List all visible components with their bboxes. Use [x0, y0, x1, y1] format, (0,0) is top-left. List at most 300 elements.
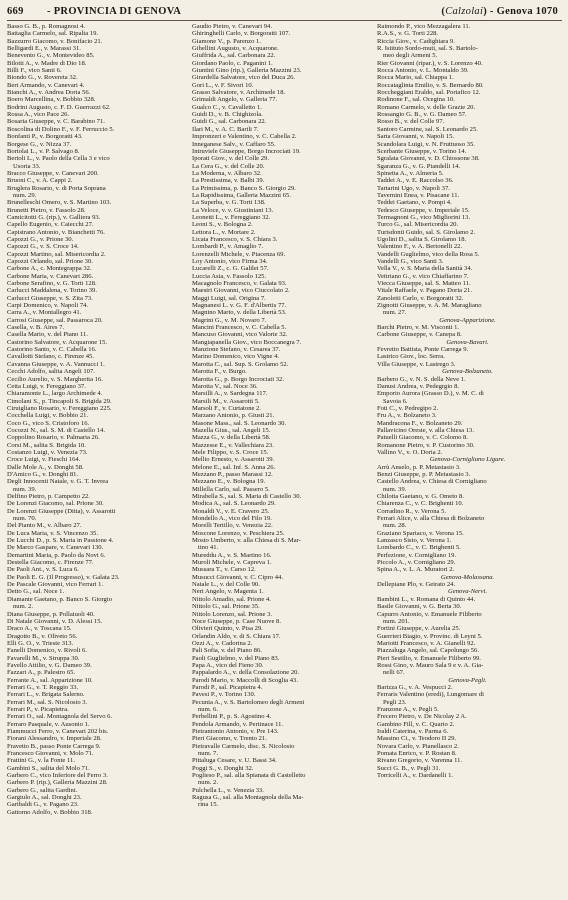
listing-entry: Basile Giovanni, v. G. Berta 30.: [377, 603, 462, 611]
listing-entry: Di Natale Giovanni, v. D. Alessi 15.: [7, 617, 103, 625]
listing-entry: Del Pianto M., v. Albaro 27.: [7, 522, 82, 530]
listing-entry: Garibaldi G., v. Pagano 23.: [7, 801, 79, 809]
listing-entry: Ferraro Pasquale, v. Ausonio 1.: [7, 720, 90, 728]
listing-entry: Frecero Pietro, v. De Nicolay 2 A.: [377, 713, 467, 721]
listing-entry: Mezzano P., passo Marassi 12.: [192, 470, 273, 478]
listing-entry: Lucarelli Z., c. G. Galilei 57.: [192, 265, 269, 273]
listing-entry: Ferrari M., sal. S. Nicolosio 3.: [7, 698, 88, 706]
listing-entry: Corradino R., v. Verona 5.: [377, 507, 447, 515]
listing-entry: Nittolo Amadio, sal. Prione 4.: [192, 595, 271, 603]
listing-entry: Bortolai L., v. P. Salvago 8.: [7, 147, 80, 155]
listing-entry: Grasso Salvatore, v. Archimede 18.: [192, 89, 286, 97]
listing-entry: Raimondo P., vico Mezzagalera 11.: [377, 23, 471, 30]
listing-entry: Favello Attilio, v. G. Dameo 39.: [7, 661, 92, 669]
listing-entry: Cimolani S., p. Tincapoli S. Brigida 29.: [7, 397, 112, 405]
listing-entry: Inneganese Salv., v. Caffaro 55.: [192, 140, 276, 148]
listing-entry: Spina A., v. L. A. Muratori 2.: [377, 566, 455, 574]
listing-entry: Magnino Mario, v. della Libertà 53.: [192, 309, 287, 317]
listing-entry: Turisdonti Guido, sal. S. Girolamo 2.: [377, 228, 476, 236]
listing-entry: Gattorno Adolfo, v. Bobbio 318.: [7, 808, 93, 816]
listing-entry: Favarelli M., v. Struppa 30.: [7, 654, 80, 662]
listing-entry: Nittolo Lorenzo, sal. Prione 3.: [192, 610, 273, 618]
listing-entry: Bosaria Giuseppe, v. C. Barabino 71.: [7, 118, 105, 126]
listing-entry: Torricelli A., v. Dardanelli 1.: [377, 772, 454, 780]
listing-entry: Ferrari Alice, v. alla Chiesa di Bolzaneto: [377, 515, 485, 523]
listing-entry: Ferrari O., sal. Montagnola del Servo 6.: [7, 713, 113, 721]
listing-entry: Fru A., v. Bolzaneto 3.: [377, 412, 437, 420]
listing-entry: Chilotta Gaetano, v. G. Ometo 8.: [377, 493, 464, 500]
listing-entry: Pulchella L., v. Venezia 33.: [192, 786, 264, 794]
listing-entry: Spinetta A., v. Almeria 5.: [377, 169, 444, 177]
listing-entry: Gualco C., v. Cavalletto 1.: [192, 103, 262, 111]
listing-entry: Francesco Giovanni, v. Molo 71.: [7, 750, 94, 758]
listing-entry: Modica A., sal. S. Leonardo 29.: [192, 500, 276, 508]
listing-entry: Carlucci Giuseppe, v. S. Zita 73.: [7, 294, 93, 302]
listing-entry: Delfino Pietro, p. Campetto 22.: [7, 493, 90, 500]
listing-entry: Piazzaluga Angelo, sal. Capolungo 56.: [377, 647, 479, 655]
listing-entry: Lastrico Giov., loc. Serra.: [377, 353, 445, 361]
listing-entry: Mondello A., vico del Filo 19.: [192, 515, 272, 523]
listing-entry: Biondo G., v. Rovereta 32.: [7, 74, 78, 82]
listing-entry: Foti C., v. Pedregipo 2.: [377, 404, 439, 412]
listing-column-3: [377, 23, 558, 816]
listing-entry: Bert Armando, v. Canevari 4.: [7, 81, 85, 89]
listing-entry: Riccia Giov., v. Cadighiara 9.: [377, 37, 455, 45]
listing-entry: num. 28.: [383, 522, 407, 530]
listing-entry: Moscone Lorenzo, v. Peschiera 25.: [192, 529, 285, 537]
section-heading: Genova-Nervi.: [448, 588, 487, 596]
listing-entry: Cavanna Giuseppe, v. A. Vannucci 1.: [7, 360, 105, 368]
listing-entry: Mosto Umberto, v. alla Chiesa di S. Mar-: [192, 537, 301, 545]
listing-entry: Brunetti Pietro, v. Fassolo 28.: [7, 206, 86, 214]
listing-entry: Pavesi P., v. Torino 130.: [192, 691, 256, 699]
listing-entry: Pieri Giacomo, v. Trento 21.: [192, 735, 267, 743]
listing-entry: Cecilio Aurelio, v. S. Margherita 16.: [7, 375, 103, 383]
listing-entry: La Primissima, p. Banco S. Giorgio 29.: [192, 184, 296, 192]
listing-entry: Teddei Gaetano, v. Pompi 4.: [377, 199, 452, 207]
listing-entry: Roccataglinta Emilio, v. S. Bernardo 80.: [377, 81, 484, 89]
listing-entry: Boero Marcellina, v. Bobbio 328.: [7, 96, 96, 104]
listing-entry: Giuntini Gino (rip.), Galleria Mazzini 23.: [192, 67, 302, 75]
listing-entry: Coppolino Rosario, v. Palmaria 26.: [7, 434, 100, 442]
listing-entry: Corsi M., salita S. Brigida 10.: [7, 441, 86, 449]
page-title: - PROVINCIA DI GENOVA: [47, 6, 182, 17]
listing-entry: De Lucchi D., p. S. Maria in Passione 4.: [7, 537, 114, 545]
listing-entry: Danusi Andrea, v. Pedegrgio 8.: [377, 382, 460, 390]
section-heading: Genova-Apparizione.: [439, 316, 496, 324]
listing-entry: Zignotti Giuseppe, v. A. M. Maragliano: [377, 302, 482, 310]
listing-entry: Ferrante A., sal. Apparizione 10.: [7, 676, 93, 684]
listing-entry: Ferrari P., v. Picapietra.: [7, 705, 69, 713]
listing-entry: Gibellini Augusto, v. Acquarone.: [192, 45, 279, 53]
listing-entry: Valentino F., v. A. Bertonelli 22.: [377, 243, 463, 251]
listing-entry: Marotta F., v. Burgo.: [192, 368, 247, 376]
listing-entry: Pendola Armando, v. Pertinace 11.: [192, 720, 284, 728]
listing-entry: Pappalardo A., v. della Consolazione 20.: [192, 669, 300, 677]
listing-entry: Tedesco Giuseppe, v. Imperiale 15.: [377, 206, 470, 214]
listing-entry: num. 6.: [198, 705, 218, 713]
listing-entry: Viecca Giuseppe, sal. S. Matteo 11.: [377, 280, 471, 288]
listing-entry: Belligardi E., v. Marassi 31.: [7, 45, 81, 53]
listing-entry: Rocca Mario, sal. Chiappa 1.: [377, 74, 454, 82]
listing-entry: Magnanesi L. v. G. F. d'Albertis 77.: [192, 302, 287, 310]
listing-entry: num. 2.: [13, 603, 33, 611]
listing-entry: Ferrari L., v. Brigata Salerno.: [7, 691, 85, 699]
listing-entry: Pegli 23.: [383, 698, 407, 706]
listing-entry: Gaudio Pietro, v. Canevari 94.: [192, 23, 272, 30]
listing-entry: Noce Giuseppe, p. Case Nuove 8.: [192, 617, 281, 625]
listing-entry: Neri Angelo, v. Magenta 1.: [192, 588, 264, 596]
listing-entry: Vettriano G., v. vico Chiaffarino 7.: [377, 272, 469, 280]
listing-entry: Marsilli A., v. Sardegna 117.: [192, 390, 268, 398]
listing-entry: Sgaranza G., v. G. Piandelli 14.: [377, 162, 461, 170]
listing-entry: La Moderna, v. Albaro 32.: [192, 169, 262, 177]
listing-entry: Carbone Maria, v. Canevari 286.: [7, 272, 94, 280]
listing-entry: Taddei A., v. E. Raccolso 36.: [377, 177, 454, 185]
listing-entry: Coco G., vico S. Cristoforo 16.: [7, 419, 90, 427]
listing-entry: Loy Antonio, vico Firma 34.: [192, 258, 268, 265]
listing-entry: Poglieso P., sal. alla Spianata di Castelletto: [192, 772, 306, 780]
listing-entry: De Lorenzi Giuseppe (Ditta), v. Assarotti: [7, 507, 116, 515]
listing-entry: Chiarenza C., v. C. Brighenti 10.: [377, 500, 464, 508]
listing-entry: Fanelli Domenico, v. Rivoli 6.: [7, 647, 87, 655]
listing-entry: Macagnolo Francesco, v. Galata 93.: [192, 280, 287, 288]
listing-entry: Termagnoni G., vico Migliorini 13.: [377, 213, 471, 221]
listing-entry: Succi G. B., v. Pegli 31.: [377, 764, 441, 772]
listing-entry: Usoria 33.: [13, 162, 41, 170]
listing-entry: num. 39.: [383, 485, 407, 493]
listing-entry: Morelli Tertillo, v. Venezia 22.: [192, 522, 273, 530]
listing-entry: Ciruigliano Rosario, v. Fereggiano 225.: [7, 404, 112, 412]
listing-entry: Pittaluga Cesare, v. U. Bassi 34.: [192, 757, 277, 765]
section-heading: Genova-Bolzaneto.: [442, 368, 493, 376]
listing-entry: Giordano Paolo, c. Paganini 1.: [192, 59, 273, 67]
listing-entry: Mele Filippo, v. S. Croce 15.: [192, 448, 269, 456]
listing-entry: Vitale Raffaele, v. Pagano Doria 21.: [377, 287, 472, 295]
listing-entry: Muroli Michele, v. Capreva 1.: [192, 559, 272, 567]
listing-entry: Perbellini P., p. S. Agostino 4.: [192, 713, 272, 721]
section-heading: Genova-Molassana.: [440, 573, 495, 581]
listing-entry: Billi F., vico Santi 6.: [7, 67, 62, 75]
listing-entry: Giamone V., p. Parenzo 1.: [192, 37, 261, 45]
listing-entry: Zanoletti Carlo, v. Borgoratti 32.: [377, 294, 464, 302]
listing-entry: Grimaldi Angelo, v. Galleria 77.: [192, 96, 278, 104]
listing-entry: La Cera G., v. del Colle 20.: [192, 162, 265, 170]
listing-entry: Ghiringhelli Carlo, v. Borgoratti 107.: [192, 30, 291, 38]
listing-entry: Marsili M., v. Assarotti 5.: [192, 397, 260, 405]
listing-entry: Licata Francesco, v. S. Chiara 3.: [192, 235, 278, 243]
listing-entry: Pietrantonio Antonio, v. Pre 143.: [192, 728, 279, 735]
listing-entry: Lettora L., v. Mortare 2.: [192, 228, 256, 236]
listing-entry: Vella V., v. S. Maria della Sanità 34.: [377, 265, 473, 273]
listing-entry: Pallavicino Oreste, v. alla Chiesa 13.: [377, 426, 474, 434]
listing-entry: Savoia 6.: [383, 397, 408, 405]
listing-entry: Carbone Giuseppe, v. Canepa 8.: [377, 331, 462, 339]
listing-entry: Lombardo C., v. C. Brighenti 5.: [377, 544, 461, 552]
listing-entry: Frattini G., v. la Fonte 11.: [7, 757, 76, 765]
listing-entry: tino 41.: [198, 544, 219, 552]
listing-entry: Barbero G., v. N. S. della Neve 1.: [377, 375, 466, 383]
running-title: (Calzolai) - Genova 1070: [441, 6, 558, 17]
listing-entry: Castorino Santo, v. C. Cabella 16.: [7, 346, 97, 354]
listing-entry: Maggi Luigi, sal. Origina 7.: [192, 294, 266, 302]
listing-entry: Mezzano E., v. Bologna 19.: [192, 478, 266, 486]
listing-entry: Masone Mass., sal. S. Leonardo 30.: [192, 419, 287, 427]
listing-entry: Rodinone F., sal. Ocegina 10.: [377, 96, 455, 104]
listing-entry: Benzi Giuseppe, p. P. Metastasio 3.: [377, 470, 471, 478]
listing-entry: Bazzurro Giacomo, v. Bonifacio 21.: [7, 37, 103, 45]
listing-entry: Benevento G., v. Montevideo 85.: [7, 52, 95, 60]
listing-entry: Fiammucci Ferro, v. Canevari 202 bis.: [7, 728, 109, 735]
listing-entry: Draco A., v. Toscana 15.: [7, 625, 72, 633]
listing-entry: num. 2.: [198, 779, 218, 787]
listing-entry: De Lorenzi Giacomo, sal. Prione 30.: [7, 500, 104, 508]
listing-entry: Lorenzelli Michele, v. Piacenza 69.: [192, 250, 286, 258]
listing-entry: Castello Andrea, v. Chiesa di Cornigliano: [377, 478, 487, 486]
listing-entry: Franzone A., v. Pegli 5.: [377, 705, 439, 713]
listing-entry: Bodrini Augusto, c. F. D. Guerrazzi 62.: [7, 103, 111, 111]
listing-entry: Bianchi A., v. Andrea Doria 56.: [7, 89, 91, 97]
listing-entry: Capurro Antonio, v. Emanuele Filiberto: [377, 610, 482, 618]
listing-entry: Cocchella Luigi, v. Bobbio 21.: [7, 412, 89, 420]
listing-entry: Millella Carlo, sal. Passero 5.: [192, 485, 270, 493]
listing-entry: meo degli Armeni 5.: [383, 52, 438, 60]
listing-entry: Rosso B., v. del Colle 97.: [377, 118, 445, 126]
listing-entry: Carra A., v. Montallegro 41.: [7, 309, 82, 317]
listing-entry: Turco G., sal. Misericordia 20.: [377, 221, 459, 229]
listing-entry: Barizza G., v. A. Vespucci 2.: [377, 683, 453, 691]
listing-entry: num. 7.: [198, 750, 218, 758]
listing-entry: Ragusa G., sal. alla Montagnola della Ma-: [192, 794, 304, 802]
listing-entry: Pomata Enrico, v. P. Rostan 8.: [377, 750, 457, 758]
category-name: Calzolai: [445, 6, 484, 17]
listing-entry: Mazella Gius., sal. Angeli 15.: [192, 426, 271, 434]
listing-entry: Nittolo G., sal. Prione 35.: [192, 603, 260, 611]
listing-entry: Capello Eugenio, v. Caiecchi 27.: [7, 221, 94, 229]
listing-entry: Parodi P., sal. Picapietra 4.: [192, 683, 263, 691]
listing-entry: De Paoli E. G. (Il Progresso), v. Galata 23.: [7, 573, 120, 581]
listing-entry: Marsoli F., v. Curtatone 2.: [192, 404, 262, 412]
listing-entry: Mariotti Francesco, v. A. Gianelli 92.: [377, 639, 476, 647]
listing-entry: Vandelli G., vico Santi 3.: [377, 258, 444, 265]
listing-entry: Dalle Mole A., v. Donghi 58.: [7, 463, 84, 471]
listing-entry: Poggi S., v. Donghi 32.: [192, 764, 254, 772]
listing-entry: Pietravalle Carmelo, disc. S. Nicolosio: [192, 742, 295, 750]
listing-entry: Gambino Fill, v. C. Quario 2.: [377, 720, 455, 728]
listing-entry: Orlandin Aldo, v. di S. Chiara 17.: [192, 632, 281, 640]
listing-entry: Marotta V., sal. Noce 36.: [192, 382, 258, 390]
listing-entry: Emporio Aurora (Grasso D.), v. M. C. di: [377, 390, 484, 398]
listing-entry: Mancuso Giovanni, vico Valorie 32.: [192, 331, 288, 339]
listing-entry: Degli Innocenti Natale, v. G. T. Invrea: [7, 478, 109, 486]
listing-entry: Croce Luigi, v. Fieschi 164.: [7, 456, 81, 464]
listing-entry: Giuffrida A., sal. Carbonara 22.: [192, 52, 276, 60]
listing-entry: Rocca Antonio, v. L. Montaldo 39.: [377, 67, 469, 75]
listing-entry: Fiorani Alessandro, v. Imperiale 28.: [7, 735, 102, 743]
listing-entry: Garbero G., salita Gardini.: [7, 786, 78, 794]
listing-entry: Pali Sofia, v. del Piano 86.: [192, 647, 262, 655]
listing-column-1: [7, 23, 188, 816]
listing-entry: Ugolini D., salita S. Girolamo 18.: [377, 235, 467, 243]
listing-entry: Marotta C., sal. Sup. S. Grolamo 52.: [192, 360, 289, 368]
listing-entry: De Paoli Ant., v. S. Luca 6.: [7, 566, 79, 574]
listing-entry: Marotta G., p. Borgo Incrociati 32.: [192, 375, 284, 383]
section-heading: Genova-Bavari.: [446, 338, 489, 346]
listing-entry: Basso G. B., p. Romagnosi 4.: [7, 23, 86, 30]
listing-entry: Villa Giuseppe, v. Lastrego 3.: [377, 360, 456, 368]
listing-entry: Castorino Salvatore, v. Acquarone 15.: [7, 338, 108, 346]
listing-entry: Pieri Sestilio, v. Emanuele Filiberto 99.: [377, 654, 481, 662]
listing-entry: Garbero C., vico Inferiore del Ferro 3.: [7, 772, 108, 780]
listing-entry: Mangiapanella Giov., vico Boccanegra 7.: [192, 338, 302, 346]
listing-column-2: [192, 23, 373, 816]
listing-entry: Mussara T., v. Carso 12.: [192, 566, 256, 574]
listing-entry: Carrosi Giuseppe, sal. Passaroca 20.: [7, 316, 103, 324]
listing-entry: Luccia Asia, v. Fassolo 125.: [192, 272, 267, 280]
listing-entry: La Veloce, v. v. Giustiniani 13.: [192, 206, 274, 214]
listing-entry: Mureddu A., v. S. Martino 16.: [192, 551, 272, 559]
listing-entry: Mirabella S., sal. S. Maria di Castello 30.: [192, 493, 302, 500]
listing-entry: rina 15.: [198, 801, 219, 809]
listing-entry: Santoro Carmine, sal. S. Leonardo 25.: [377, 125, 478, 133]
listing-entry: Cecchi Adolfo, salita Angeli 107.: [7, 368, 95, 376]
listing-entry: Detto G., sal. Noce 1.: [7, 588, 65, 596]
listing-entry: Monaldi V., v. E. Cravero 25.: [192, 507, 270, 515]
listing-entry: Ilari M., v. A. C. Barili 7.: [192, 125, 259, 133]
listing-entry: Impronzeri e Valentino, v. C. Cabella 2.: [192, 133, 297, 141]
listing-entry: Ferraris Valentino (eredi), Lungomare di: [377, 691, 484, 699]
listing-columns: [7, 23, 562, 816]
listing-entry: num. 27.: [383, 309, 407, 317]
listing-entry: Capozzi Orlando, sal. Prione 30.: [7, 258, 93, 265]
listing-entry: Marino Domenico, vico Vigne 4.: [192, 353, 280, 361]
listing-entry: Cavallotti Stefano, c. Firenze 45.: [7, 353, 94, 361]
listing-entry: Magrini G., v. M. Novaro 7.: [192, 316, 267, 324]
listing-entry: Rossangio G. B., v. G. Dameo 57.: [377, 111, 467, 119]
listing-entry: R. Istituto Sordo-muti, sal. S. Bartolo-: [377, 45, 478, 53]
listing-entry: Romano Carmelo, v. delle Grazie 20.: [377, 103, 476, 111]
section-heading: Genova-Pegli.: [448, 676, 487, 684]
listing-entry: Diamante Gaetano, p. Banco S. Giorgio: [7, 595, 112, 603]
listing-entry: Capozzi G., v. S. Croce 14.: [7, 243, 79, 251]
listing-entry: Musucci Giovanni, v. C. Cipro 44.: [192, 573, 283, 581]
listing-entry: Mazza G., v. della Libertà 58.: [192, 434, 271, 442]
listing-entry: Guerrieri Biagio, v. Provinc. di Leyni 5.: [377, 632, 483, 640]
listing-entry: Iraldi Caterina, v. Parma 6.: [377, 728, 449, 735]
listing-entry: Manzione Stefano, v. Cesarea 37.: [192, 346, 281, 354]
listing-entry: nelli 67.: [383, 669, 405, 677]
listing-entry: Fortini Giuseppe, v. Aurelia 25.: [377, 625, 461, 633]
listing-entry: Mancini Francesco, v. C. Cabella 5.: [192, 324, 287, 332]
listing-entry: Piccolo A., v. Cornigliano 29.: [377, 559, 456, 567]
listing-entry: Massino Ci., v. Teodoro II 29.: [377, 735, 457, 743]
listing-entry: Capozzi G., v. Prione 30.: [7, 235, 74, 243]
listing-entry: Lombardi P., v. Amaglio 7.: [192, 243, 264, 251]
listing-entry: Bruoni C., v. A. Cappi 2.: [7, 177, 73, 185]
listing-entry: Marzano Antonio, p. Giusti 21.: [192, 412, 275, 420]
listing-entry: Cocozzi N., sal. S. M. di Castello 14.: [7, 426, 105, 434]
listing-entry: Rossi Gino, v. Mauro Sala 9 e v. A. Gia-: [377, 661, 484, 669]
listing-entry: Bracco Giuseppe, v. Canevari 200.: [7, 169, 99, 177]
listing-entry: Bertoli L., v. Paolo della Cella 3 e vico: [7, 155, 110, 163]
page-number: 669: [7, 6, 24, 17]
section-heading: Genova-Cornigliano Ligure.: [429, 456, 506, 464]
listing-entry: Natale L., v. del Colle 90.: [192, 581, 260, 589]
listing-entry: Patuelli Giacomo, v. C. Colomo 8.: [377, 434, 468, 442]
listing-entry: Rossa A., vico Pace 26.: [7, 111, 70, 119]
listing-entry: De Luca Maria, v. S. Vincenzo 35.: [7, 529, 98, 537]
listing-entry: Bruglera Rosario, v. di Porta Soprana: [7, 184, 106, 192]
listing-entry: Paoli Guglielmo, v. del Piano 83.: [192, 654, 280, 662]
listing-entry: D'Amico G., v. Donghi 81.: [7, 470, 79, 478]
listing-entry: Camicitotti G. (rip.), v. Galliera 93.: [7, 213, 101, 221]
listing-entry: Fazzari A., p. Palestro 65.: [7, 669, 76, 677]
listing-entry: Cetta Luigi, v. Fereggiano 37.: [7, 382, 86, 390]
listing-entry: Demartini Maria, p. Paolo da Novi 6.: [7, 551, 106, 559]
listing-entry: Rier Giovanni (ripar.), v. S. Lorenzo 40.: [377, 59, 483, 67]
listing-entry: Barchi Pietro, v. M. Visconti 1.: [377, 324, 460, 332]
listing-entry: Parodi Mario, v. Maccolli di Scoglia 43.: [192, 676, 298, 684]
listing-entry: Mandracona F., v. Bolzaneto 29.: [377, 419, 463, 427]
listing-entry: Capistrano Antonio, v. Bianchetti 76.: [7, 228, 105, 236]
listing-entry: Ferrari G., v. T. Reggio 33.: [7, 683, 79, 691]
listing-entry: Leonetti L., v. Fereggiano 32.: [192, 213, 271, 221]
listing-entry: Carbone Serafino, v. G. Torti 128.: [7, 280, 97, 288]
listing-entry: Garbero P. (rip.), Galleria Mazzini 28.: [7, 779, 108, 787]
listing-entry: Boscolina di Dolino F., v. F. Ferruccio 5.: [7, 125, 115, 133]
listing-entry: Bonfanti P., v. Borgoratti 43.: [7, 133, 83, 141]
listing-entry: Novara Carlo, v. Pianellasco 2.: [377, 742, 459, 750]
listing-entry: Arrù Anselo, p. P. Metastasio 3.: [377, 463, 461, 471]
listing-entry: Iporati Giov., v. del Colle 29.: [192, 155, 269, 163]
listing-entry: num. 70.: [13, 515, 37, 523]
listing-entry: Vandelli Guglielmo, vico della Rosa 5.: [377, 250, 480, 258]
listing-entry: Ozzi A., v. Cadorina 2.: [192, 639, 253, 647]
listing-entry: Sarta Giovanni, v. Napoli 15.: [377, 133, 455, 141]
listing-entry: Rivano Gregorio, v. Varenna 11.: [377, 757, 463, 765]
listing-entry: Borgese G., v. Nizza 37.: [7, 140, 72, 148]
listing-entry: Gambini S., salita del Molo 71.: [7, 764, 90, 772]
listing-entry: Maestri Giovanni, vico Ciuccolato 2.: [192, 287, 290, 295]
listing-entry: La Prestissima, v. Balbi 39.: [192, 177, 265, 185]
listing-entry: Romanone Pietro, v. P. Custorino 30.: [377, 441, 475, 449]
listing-entry: Girardella Salvatore, vico del Duca 26.: [192, 74, 296, 82]
listing-entry: Graziano Spartaco, v. Verona 15.: [377, 529, 464, 537]
listing-entry: Fevretto Battista, Ponte Carrega 9.: [377, 346, 469, 354]
listing-entry: Sgralata Giovanni, v. D. Chiossone 38.: [377, 155, 480, 163]
listing-entry: Tartarini Ugo, v. Napoli 37.: [377, 184, 450, 192]
listing-entry: Tavernini Enea, v. Pisacane 11.: [377, 191, 460, 199]
listing-entry: Bilotti A., v. Madre di Dio 18.: [7, 59, 87, 67]
listing-entry: La Superba, v. G. Torti 138.: [192, 199, 266, 207]
listing-entry: Carbone A., c. Montegrappa 32.: [7, 265, 92, 273]
listing-entry: Capozzi Martino, sal. Misericordia 2.: [7, 250, 106, 258]
listing-entry: Roccheggiani Eraldo, sal. Portafico 12.: [377, 89, 481, 97]
listing-entry: Perfezione, v. Cornigliano 19.: [377, 551, 457, 559]
listing-entry: Gori L., v. F. Sivori 10.: [192, 81, 254, 89]
listing-entry: Mazzesse E., v. Vallechiara 23.: [192, 441, 274, 449]
listing-entry: Scandolara Luigi, v. N. Fruttuoso 35.: [377, 140, 475, 148]
listing-entry: Guidi D., v. B. Chighizola.: [192, 111, 263, 119]
listing-entry: Costanzo Luigi, v. Venezia 73.: [7, 448, 88, 456]
listing-entry: Pecunia A., v. S. Bartolomeo degli Armeni: [192, 698, 305, 706]
listing-entry: Vallino V., v. O. Doria 2.: [377, 448, 443, 456]
listing-entry: Diana Giuseppe, p. Pollaiuoli 40.: [7, 610, 95, 618]
listing-entry: R.A.S., v. G. Torti 228.: [377, 30, 439, 38]
listing-entry: Battaglia Carmelo, sal. Ripalta 19.: [7, 30, 99, 38]
listing-entry: Leoni S., v. Bologna 2.: [192, 221, 253, 229]
listing-entry: La Rapidissima, Galleria Mazzini 65.: [192, 191, 291, 199]
